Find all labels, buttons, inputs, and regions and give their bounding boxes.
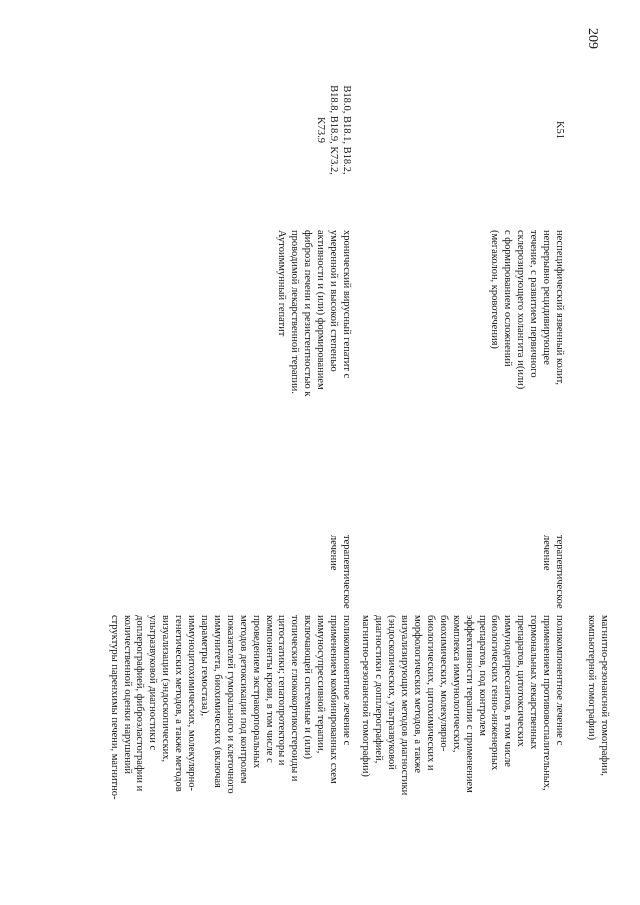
text-line: B18.0, B18.1, B18.2, <box>341 85 352 175</box>
text-line: иммуносупрессивной терапии, <box>315 615 327 754</box>
text-line: препаратов, цитотоксических <box>515 615 527 747</box>
text-line: K73.9 <box>315 117 327 143</box>
text-line: ультразвуковой диагностики с <box>147 615 159 751</box>
text-line: проведением экстракорпоральных <box>250 615 262 769</box>
text-line: B18.8, B18.9, K73.2, <box>328 85 340 175</box>
treatment-cell <box>359 615 566 840</box>
text-line: применением противовоспалительных, <box>541 615 553 791</box>
text-line: лечение <box>328 535 340 571</box>
text-line: генетических методов, а также методов <box>173 615 185 792</box>
treatment-type-cell <box>326 535 352 610</box>
text-line: топические глюкокортикостероиды и <box>289 615 301 782</box>
text-line: визуализации (эндоскопических, <box>160 615 172 763</box>
text-line: Аутоиммунный гепатит <box>276 230 288 337</box>
text-line: поликомпонентное лечение с <box>341 615 352 746</box>
text-line: диагностики с допплерографией, <box>373 615 385 764</box>
text-line: компьютерной томографии) <box>586 615 598 741</box>
treatment-type-cell <box>539 535 565 610</box>
text-line: течение, с развитием первичного <box>528 230 540 378</box>
text-line: умеренной и высокой степенью <box>328 230 340 372</box>
text-line: показателей гуморального и клеточного <box>224 615 236 794</box>
text-line: количественной оценки нарушений <box>121 615 133 775</box>
text-line: иммуноцитохимических, молекулярно- <box>186 615 198 792</box>
text-line: применением комбинированных схем <box>328 615 340 784</box>
text-line: компоненты крови, в том числе с <box>263 615 275 763</box>
text-line: терапевтическое <box>341 535 352 609</box>
rotated-table <box>50 70 610 840</box>
text-line: склерозирующего холангита и(или) <box>515 230 527 390</box>
text-line: включающей системные и (или) <box>302 615 314 760</box>
diagnosis-cell <box>488 230 565 535</box>
text-line: неспецифический язвенный колит, <box>554 230 565 386</box>
treatment-cell <box>107 615 352 840</box>
text-line: комплекса иммунологических, <box>450 615 462 753</box>
text-line: проводимой лекарственной терапии. <box>289 230 301 394</box>
treatment-cell <box>584 615 610 840</box>
text-line: (эндоскопических, ультразвуковой <box>386 615 398 770</box>
text-line: доплерографией, фиброэластографии и <box>134 615 146 792</box>
text-line: лечение <box>541 535 553 571</box>
text-line: морфологических методов, а также <box>412 615 424 773</box>
diagnosis-cell <box>275 230 352 535</box>
text-line: визуализирующих методов диагностики <box>399 615 411 796</box>
text-line: параметры гемостаза), <box>199 615 211 717</box>
code-cell <box>552 70 565 190</box>
text-line: эффективности терапии с применением <box>463 615 475 793</box>
text-line: с формированием осложнений <box>502 230 514 367</box>
text-line: препаратов, под контролем <box>476 615 488 736</box>
text-line: терапевтическое <box>554 535 565 609</box>
text-line: иммунодепрессантов, в том числе <box>502 615 514 767</box>
text-line: методов детоксикации под контролем <box>237 615 249 784</box>
text-line: непрерывно рецидивирующее <box>541 230 553 365</box>
text-line: магнитно-резонансной томографии) <box>360 615 372 777</box>
code-cell <box>313 70 352 190</box>
text-line: фиброза печени и резистентностью к <box>302 230 314 397</box>
text-line: гормональных лекарственных <box>528 615 540 750</box>
text-line: (мегаколон, кровотечения) <box>489 230 501 349</box>
text-line: иммунитета, биохимических (включая <box>211 615 223 788</box>
text-line: структуры паренхимы печени, магнитно- <box>108 615 120 800</box>
text-line: поликомпонентное лечение с <box>554 615 565 746</box>
text-line: биологических генно-инженерных <box>489 615 501 771</box>
text-line: биохимических, молекулярно- <box>437 615 449 752</box>
text-line: биологических, цитохимических и <box>424 615 436 771</box>
text-line: цитостатики; гепатопротекторы и <box>276 615 288 766</box>
text-line: активности и (или) формированием <box>315 230 327 390</box>
text-line: K51 <box>554 120 565 140</box>
text-line: хронический вирусный гепатит с <box>341 230 352 379</box>
page-number: 209 <box>585 28 600 49</box>
text-line: магнитно-резонансной томографии, <box>599 615 610 777</box>
